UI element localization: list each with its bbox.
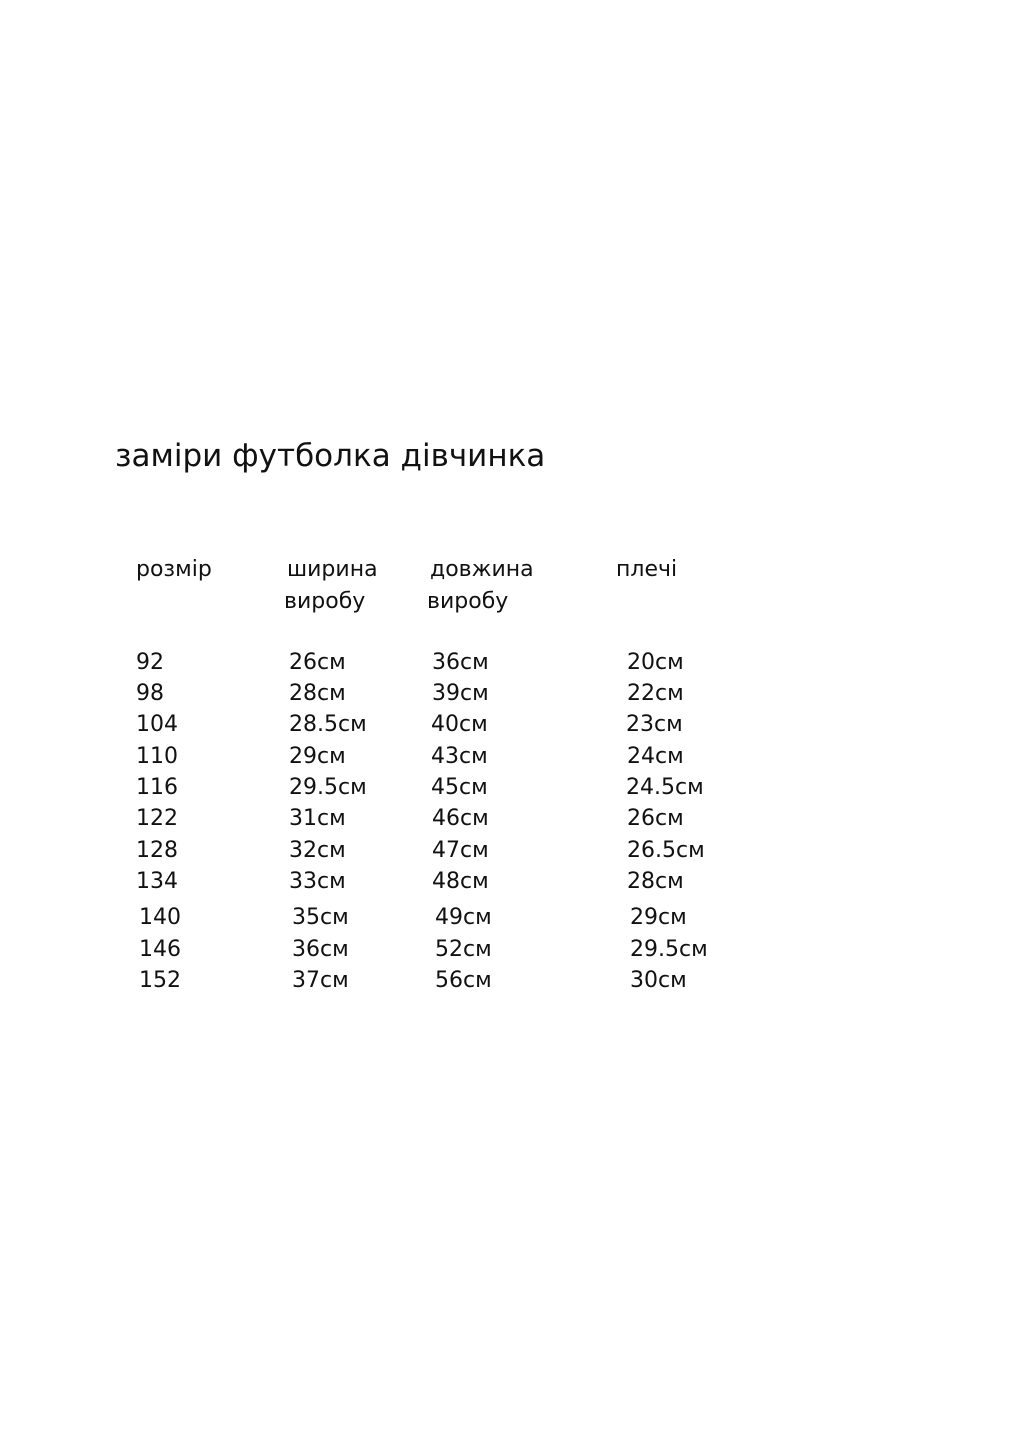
cell-size: 92 [136,650,164,675]
header-length [427,554,534,618]
cell-shoulders: 26см [627,806,684,831]
cell-width: 32см [289,838,346,863]
cell-length: 43см [431,744,488,769]
cell-width: 29см [289,744,346,769]
cell-shoulders: 24см [627,744,684,769]
page-title: заміри футболка дівчинка [115,438,546,474]
cell-width: 37см [292,968,349,993]
cell-size: 152 [139,968,181,993]
cell-width: 26см [289,650,346,675]
cell-length: 47см [432,838,489,863]
cell-shoulders: 20см [627,650,684,675]
cell-length: 56см [435,968,492,993]
header-width-line1: ширина [287,557,378,582]
cell-shoulders: 29см [630,905,687,930]
cell-width: 29.5см [289,775,367,800]
cell-length: 52см [435,937,492,962]
cell-width: 35см [292,905,349,930]
header-length-line2: виробу [427,589,509,614]
cell-size: 98 [136,681,164,706]
header-shoulders [616,554,677,586]
cell-size: 116 [136,775,178,800]
cell-size: 128 [136,838,178,863]
cell-width: 33см [289,869,346,894]
cell-length: 45см [431,775,488,800]
cell-shoulders: 23см [626,712,683,737]
cell-length: 40см [431,712,488,737]
cell-length: 39см [432,681,489,706]
cell-shoulders: 30см [630,968,687,993]
cell-length: 48см [432,869,489,894]
cell-length: 46см [432,806,489,831]
header-width [284,554,378,618]
cell-width: 36см [292,937,349,962]
cell-size: 104 [136,712,178,737]
header-size [136,554,212,586]
cell-shoulders: 22см [627,681,684,706]
cell-width: 31см [289,806,346,831]
cell-shoulders: 28см [627,869,684,894]
cell-size: 146 [139,937,181,962]
header-size-label: розмір [136,557,212,582]
header-shoulders-label: плечі [616,557,678,582]
header-length-line1: довжина [430,557,534,582]
cell-shoulders: 26.5см [627,838,705,863]
cell-size: 110 [136,744,178,769]
cell-size: 122 [136,806,178,831]
cell-length: 49см [435,905,492,930]
cell-shoulders: 24.5см [626,775,704,800]
cell-size: 134 [136,869,178,894]
header-width-line2: виробу [284,589,366,614]
cell-size: 140 [139,905,181,930]
cell-width: 28.5см [289,712,367,737]
cell-length: 36см [432,650,489,675]
cell-width: 28см [289,681,346,706]
cell-shoulders: 29.5см [630,937,708,962]
